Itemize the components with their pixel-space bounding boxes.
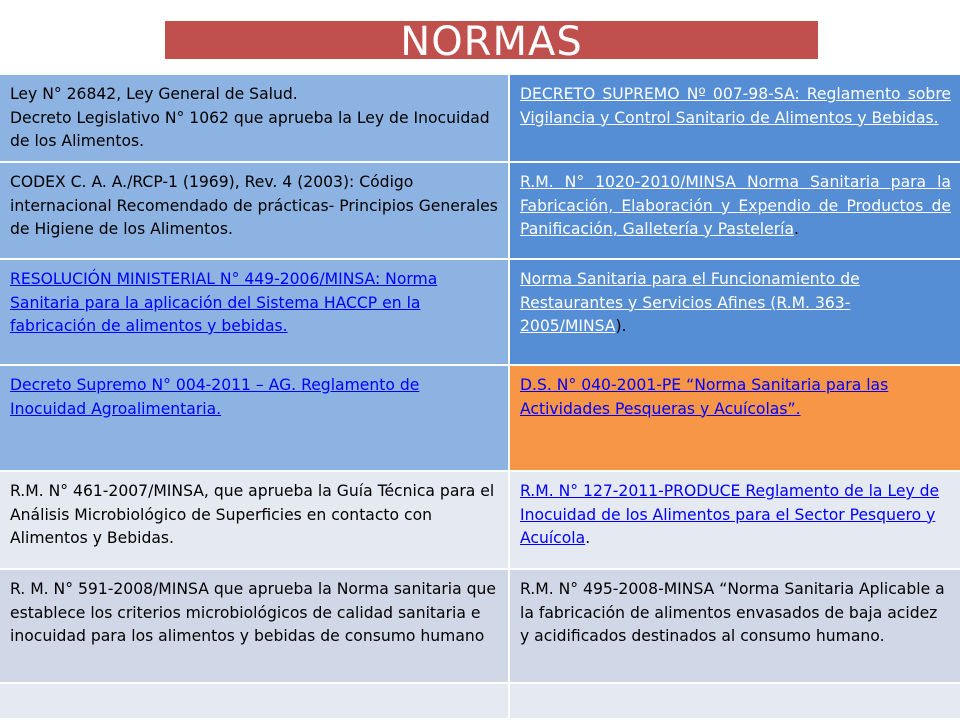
- table-cell-empty: [0, 684, 510, 720]
- link-ds-007-98-sa[interactable]: DECRETO SUPREMO Nº 007-98-SA: Reglamento sobre Vigilancia y Control Sanitario de Alimentos y Bebidas.: [520, 85, 951, 127]
- table-cell-rm-363-2005[interactable]: [510, 260, 960, 366]
- cell-text: R. M. N° 591-2008/MINSA que aprueba la Norma sanitaria que establece los criterios microbiológicos de calidad sanitaria e inocuidad para los alimentos y bebidas de consumo humano: [10, 580, 497, 645]
- cell-text: R.M. N° 495-2008-MINSA “Norma Sanitaria Aplicable a la fabricación de alimentos envasados de baja acidez y acidificados destinados al consumo humano.: [520, 580, 945, 645]
- table-cell-rm-461-2007: [0, 472, 510, 570]
- cell-text: CODEX C. A. A./RCP-1 (1969), Rev. 4 (2003): Código internacional Recomendado de prácticas- Principios Generales de Higiene de los Alimentos.: [10, 173, 498, 238]
- normas-table: [0, 75, 960, 720]
- table-cell-empty: [510, 684, 960, 720]
- link-ds-004-2011[interactable]: Decreto Supremo N° 004-2011 – AG. Reglamento de Inocuidad Agroalimentaria.: [10, 376, 420, 418]
- table-cell-rm-495-2008: [510, 570, 960, 684]
- table-cell-rm-1020-2010[interactable]: [510, 163, 960, 260]
- table-cell-ds-040-2001[interactable]: [510, 366, 960, 472]
- table-cell-codex: [0, 163, 510, 260]
- cell-text: Ley N° 26842, Ley General de Salud. Decreto Legislativo N° 1062 que aprueba la Ley de Inocuidad de los Alimentos.: [10, 85, 490, 150]
- link-rm-127-2011[interactable]: R.M. N° 127-2011-PRODUCE Reglamento de la Ley de Inocuidad de los Alimentos para el Sector Pesquero y Acuícola: [520, 482, 940, 547]
- link-ds-040-2001[interactable]: D.S. N° 040-2001-PE “Norma Sanitaria para las Actividades Pesqueras y Acuícolas”.: [520, 376, 889, 418]
- table-cell-rm-127-2011[interactable]: [510, 472, 960, 570]
- table-cell-ds-004-2011[interactable]: [0, 366, 510, 472]
- cell-suffix: ).: [615, 317, 627, 335]
- cell-suffix: .: [585, 529, 591, 547]
- link-rm-449-2006[interactable]: RESOLUCIÓN MINISTERIAL N° 449-2006/MINSA: Norma Sanitaria para la aplicación del Sistema HACCP en la fabricación de alimentos y bebidas.: [10, 270, 438, 335]
- table-cell-ley-26842: [0, 75, 510, 163]
- link-rm-1020-2010[interactable]: R.M. N° 1020-2010/MINSA Norma Sanitaria para la Fabricación, Elaboración y Expendio de Productos de Panificación, Galletería y Pastelería: [520, 173, 951, 238]
- page-title: NORMAS: [165, 21, 818, 59]
- link-rm-363-2005[interactable]: Norma Sanitaria para el Funcionamiento de Restaurantes y Servicios Afines (R.M. 363-2005/MINSA: [520, 270, 860, 335]
- table-cell-rm-591-2008: [0, 570, 510, 684]
- table-cell-ds-007-98-sa[interactable]: [510, 75, 960, 163]
- cell-suffix: .: [794, 220, 800, 238]
- cell-text: R.M. N° 461-2007/MINSA, que aprueba la Guía Técnica para el Análisis Microbiológico de Superficies en contacto con Alimentos y Bebidas.: [10, 482, 495, 547]
- table-cell-rm-449-2006[interactable]: [0, 260, 510, 366]
